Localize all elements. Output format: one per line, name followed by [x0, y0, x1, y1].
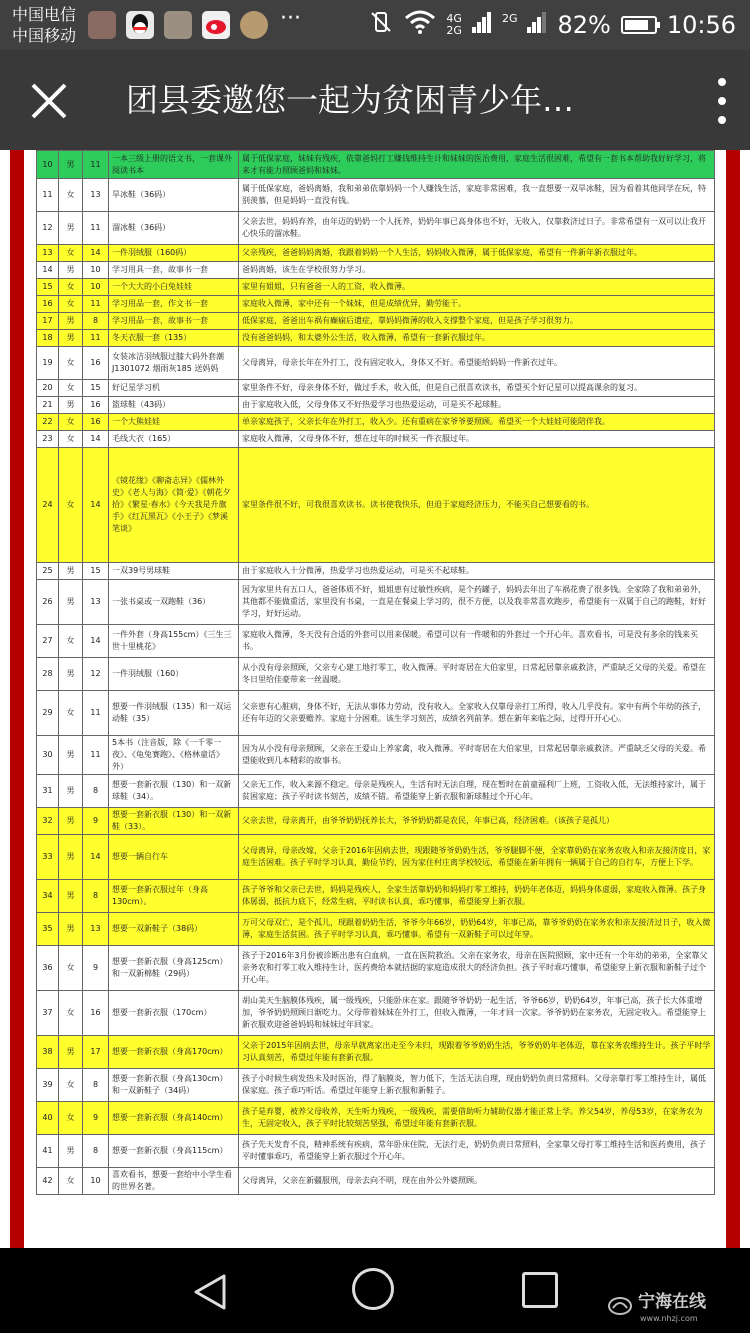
table-row: [37, 414, 715, 431]
cell-gender: 女: [59, 1069, 83, 1102]
table-row: [37, 448, 715, 563]
cell-age: 8: [83, 880, 109, 913]
carrier-label-mobile: 中国移动: [12, 26, 77, 45]
cell-number: 13: [37, 245, 59, 262]
cell-wish: 想要一套新衣服（身高130cm）和一双新鞋子（34码）: [109, 1069, 239, 1102]
qq-icon: [126, 11, 154, 39]
cell-gender: 男: [59, 913, 83, 946]
table-row: [37, 991, 715, 1036]
cell-age: 14: [83, 431, 109, 448]
table-row: [37, 808, 715, 835]
table-row: [37, 313, 715, 330]
cell-number: 10: [37, 151, 59, 179]
cell-gender: 男: [59, 775, 83, 808]
table-row: [37, 151, 715, 179]
cell-age: 13: [83, 580, 109, 625]
recent-apps-button[interactable]: [522, 1272, 558, 1308]
more-dot-icon: [718, 78, 726, 86]
cell-number: 35: [37, 913, 59, 946]
cell-gender: 男: [59, 563, 83, 580]
cell-age: 13: [83, 179, 109, 212]
cell-wish: 想要一套新衣服（170cm）: [109, 991, 239, 1036]
recent-apps-icon: [522, 1272, 558, 1308]
cell-number: 14: [37, 262, 59, 279]
cell-wish: 想要一套新衣服（身高170cm）: [109, 1036, 239, 1069]
cell-number: 42: [37, 1168, 59, 1195]
cell-number: 29: [37, 691, 59, 736]
cell-number: 17: [37, 313, 59, 330]
table-row: [37, 1102, 715, 1135]
cell-reason: 家里条件不好，母亲身体不好，做过手术，收入低，但是自己很喜欢读书，希望买个好记星可以提高课余的复习。: [239, 380, 715, 397]
table-row: [37, 296, 715, 313]
cell-age: 13: [83, 913, 109, 946]
system-navigation-bar: [0, 1248, 750, 1333]
signal-icon: [472, 11, 492, 39]
cell-age: 10: [83, 262, 109, 279]
cell-number: 16: [37, 296, 59, 313]
cell-age: 9: [83, 808, 109, 835]
cell-gender: 男: [59, 397, 83, 414]
cell-wish: 一个大熊娃娃: [109, 414, 239, 431]
table-row: [37, 262, 715, 279]
cell-age: 8: [83, 313, 109, 330]
network-type-4g-2g: [446, 13, 462, 37]
cell-reason: 家庭收入微薄，父母身体不好，想在过年的时候买一件衣服过年。: [239, 431, 715, 448]
cell-gender: 男: [59, 580, 83, 625]
more-dot-icon: [718, 116, 726, 124]
cell-age: 10: [83, 1168, 109, 1195]
cell-number: 30: [37, 736, 59, 775]
cell-gender: 女: [59, 946, 83, 991]
network-2g-label: 2G: [446, 24, 462, 37]
cell-wish: 一件外套（身高155cm）《三生三世十里桃花》: [109, 625, 239, 658]
cell-age: 11: [83, 736, 109, 775]
cell-gender: 女: [59, 414, 83, 431]
table-row: [37, 913, 715, 946]
cell-reason: 属于低保家庭，妹妹有残疾，依靠爸妈打工赚钱维持生计和妹妹的医治费用，家庭生活很困难，希望有一套书本帮助我好好学习，将来才有能力照顾爸妈和妹妹。: [239, 151, 715, 179]
battery-level-fill: [625, 20, 648, 30]
cell-gender: 女: [59, 380, 83, 397]
cell-age: 9: [83, 946, 109, 991]
cell-reason: 家里条件很不好，可我很喜欢读书。读书使我快乐，但迫于家庭经济压力，不能买自己想要看的书。: [239, 448, 715, 563]
cell-gender: 女: [59, 431, 83, 448]
home-icon: [352, 1268, 394, 1310]
close-icon: [29, 81, 69, 121]
wish-table-body: [37, 151, 715, 1195]
cell-reason: 没有爸爸妈妈，和太婆外公生活，收入微薄，希望有一套新衣服过年。: [239, 330, 715, 347]
cell-reason: 家庭收入微薄，冬天没有合适的外套可以用来保暖。希望可以有一件暖和的外套过一个开心年。喜欢看书，可是没有多余的钱来买书。: [239, 625, 715, 658]
cell-number: 15: [37, 279, 59, 296]
cell-gender: 女: [59, 245, 83, 262]
table-row: [37, 658, 715, 691]
cell-age: 14: [83, 448, 109, 563]
cell-reason: 孩子是弃婴，被养父母收养，天生听力残疾，一级残疾，需要借助听力辅助仪器才能正常上学。养父54岁，养母53岁，在家务农为生，无固定收入，孩子平时比较刻苦坚强，希望过年能有套新衣服。: [239, 1102, 715, 1135]
cell-number: 18: [37, 330, 59, 347]
cell-number: 39: [37, 1069, 59, 1102]
cell-number: 19: [37, 347, 59, 380]
back-button[interactable]: [188, 1270, 232, 1314]
cell-reason: 孩子先天发育不良，精神系统有疾病，常年卧床住院，无法行走，奶奶负责日常照料，全家靠父母打零工维持生活和医药费用，孩子平时懂事乖巧，希望能穿上新衣服过个开心年。: [239, 1135, 715, 1168]
watermark-name: 宁海在线: [638, 1292, 706, 1312]
cell-wish: 学习用品一套，作文书一套: [109, 296, 239, 313]
cell-reason: 父亲去世，母亲离开，由爷爷奶奶抚养长大，爷爷奶奶都是农民，年事已高，经济困难。（该孩子是孤儿）: [239, 808, 715, 835]
cell-age: 11: [83, 212, 109, 245]
cell-reason: 父母离异，母亲长年在外打工，没有固定收入，身体又不好。希望能给妈妈一件新衣过年。: [239, 347, 715, 380]
cell-number: 36: [37, 946, 59, 991]
cell-gender: 女: [59, 296, 83, 313]
title-bar: [0, 50, 750, 150]
watermark-url: www.nhzj.com: [640, 1314, 698, 1323]
cell-wish: 想要一件羽绒服（135）和一双运动鞋（35）: [109, 691, 239, 736]
cell-reason: 家里有姐姐，只有爸爸一人的工资，收入微薄。: [239, 279, 715, 296]
cell-reason: 父亲于2015年因病去世，母亲早就离家出走至今未归，现跟着爷爷奶奶生活，爷爷奶奶年老体迈，靠在家务农维持生计。孩子平时学习认真刻苦，希望过年能有套新衣服。: [239, 1036, 715, 1069]
cell-wish: 旱冰鞋（36码）: [109, 179, 239, 212]
cell-number: 25: [37, 563, 59, 580]
more-dot-icon: [718, 97, 726, 105]
cell-wish: 冬天衣服一套（135）: [109, 330, 239, 347]
cell-wish: 一个大大的小白兔娃娃: [109, 279, 239, 296]
cell-wish: 学习用具一套，故事书一套: [109, 262, 239, 279]
signal-icon-2: [527, 11, 547, 39]
table-row: [37, 880, 715, 913]
cell-reason: 家庭收入微薄，家中还有一个妹妹，但是成绩优异，勤劳能干。: [239, 296, 715, 313]
cell-number: 40: [37, 1102, 59, 1135]
table-row: [37, 245, 715, 262]
cell-reason: 父母离异，父亲在新疆服刑，母亲去向不明，现在由外公外婆照顾。: [239, 1168, 715, 1195]
more-menu-button[interactable]: [716, 78, 728, 124]
cell-number: 22: [37, 414, 59, 431]
cell-gender: 男: [59, 330, 83, 347]
app-icon: [240, 11, 268, 39]
cell-wish: 想要一套新衣服（130）和一双新球鞋（34）。: [109, 775, 239, 808]
cell-wish: 一双39号男球鞋: [109, 563, 239, 580]
cell-number: 34: [37, 880, 59, 913]
vibrate-off-icon: [368, 9, 394, 41]
cell-gender: 男: [59, 658, 83, 691]
table-row: [37, 179, 715, 212]
cell-reason: 父亲残疾，爸爸妈妈离婚，我跟着妈妈一个人生活，妈妈收入微薄，属于低保家庭，希望有一件新年新衣服过年。: [239, 245, 715, 262]
more-notifications-indicator: ···: [280, 6, 301, 31]
watermark-logo-icon: [608, 1296, 632, 1316]
red-border-right: [726, 150, 740, 1248]
network-2g-label-b: 2G: [501, 12, 518, 25]
cell-age: 9: [83, 1102, 109, 1135]
cell-age: 14: [83, 245, 109, 262]
cell-number: 32: [37, 808, 59, 835]
cell-reason: 属于低保家庭，爸妈离婚，我和弟弟依靠妈妈一个人赚钱生活，家庭非常困难，我一直想要一双旱冰鞋，因为看着其他同学在玩，特别羡慕，但是妈妈一直没有钱。: [239, 179, 715, 212]
cell-gender: 男: [59, 736, 83, 775]
cell-gender: 男: [59, 880, 83, 913]
cell-reason: 孩子小时候生病发热未及时医治，得了脑膜炎，智力低下，生活无法自理，现由奶奶负责日常照料。父母亲靠打零工维持生计，属低保家庭。孩子乖巧听话。希望过年能穿上新衣服和新鞋子。: [239, 1069, 715, 1102]
cell-number: 41: [37, 1135, 59, 1168]
table-row: [37, 279, 715, 296]
cell-age: 16: [83, 397, 109, 414]
cell-wish: 5本书（注音版，除《一千零一夜》、《龟兔赛跑》、《格林童话》外）: [109, 736, 239, 775]
cell-number: 31: [37, 775, 59, 808]
table-row: [37, 563, 715, 580]
cell-number: 28: [37, 658, 59, 691]
gallery-icon: [164, 11, 192, 39]
cell-reason: 孩子爷爷和父亲已去世，妈妈是残疾人，全家生活靠奶奶和妈妈打零工维持，奶奶年老体迈，妈妈身体虚弱，家庭收入微薄。孩子身体孱弱，抵抗力底下，经常生病，平时读书认真，乖巧懂事，希望能穿上新衣服。: [239, 880, 715, 913]
table-row: [37, 580, 715, 625]
cell-age: 11: [83, 151, 109, 179]
cell-gender: 男: [59, 808, 83, 835]
network-4g-label: 4G: [446, 12, 462, 25]
cell-reason: 万可父母双亡，是个孤儿，现跟着奶奶生活，爷爷今年66岁，奶奶64岁，年事已高，靠爷爷奶奶在家务农和亲友接济过日子，收入微薄，家庭生活贫困。孩子平时学习认真，乖巧懂事。希望有一双新鞋子可以过年穿。: [239, 913, 715, 946]
cell-reason: 孩子于2016年3月份被诊断出患有白血病，一直在医院救治。父亲在家务农，母亲在医院照顾，家中还有一个年幼的弟弟，全家靠父亲务农和打零工收入维持生计，医药费给本就拮据的家庭造成很大的经济负担。孩子平时乖巧懂事，希望能穿上新衣服和新鞋子过个开心年。: [239, 946, 715, 991]
cell-number: 26: [37, 580, 59, 625]
cell-wish: 学习用品一套，故事书一套: [109, 313, 239, 330]
table-row: [37, 347, 715, 380]
cell-number: 24: [37, 448, 59, 563]
table-row: [37, 397, 715, 414]
cell-wish: 溜冰鞋（36码）: [109, 212, 239, 245]
cell-gender: 女: [59, 279, 83, 296]
cell-number: 27: [37, 625, 59, 658]
cell-wish: 想要一套新衣服（130）和一双新鞋（33）。: [109, 808, 239, 835]
cell-age: 15: [83, 563, 109, 580]
page-title: 团县委邀您一起为贫困青少年…: [126, 81, 575, 119]
table-row: [37, 1135, 715, 1168]
close-button[interactable]: [20, 72, 78, 130]
cell-age: 16: [83, 347, 109, 380]
status-icons: [368, 8, 736, 42]
cell-age: 8: [83, 775, 109, 808]
carrier-label-telecom: 中国电信: [12, 5, 77, 24]
cell-wish: 一张书桌或一双跑鞋（36）: [109, 580, 239, 625]
cell-gender: 男: [59, 313, 83, 330]
cell-gender: 女: [59, 991, 83, 1036]
cell-age: 14: [83, 835, 109, 880]
cell-age: 12: [83, 658, 109, 691]
wifi-icon: [404, 9, 436, 41]
cell-reason: 父亲患有心脏病，身体不好，无法从事体力劳动，没有收入。全家收入仅靠母亲打工所得，收入几乎没有。家中有两个年幼的孩子，还有年迈的父亲要赡养。家庭十分困难。该生学习刻苦，成绩名列前茅。想在新年来临之际，过得开开心心。: [239, 691, 715, 736]
cell-number: 23: [37, 431, 59, 448]
cell-age: 15: [83, 380, 109, 397]
cell-number: 33: [37, 835, 59, 880]
home-button[interactable]: [352, 1268, 398, 1314]
table-row: [37, 775, 715, 808]
back-icon: [188, 1270, 232, 1314]
cell-gender: 女: [59, 1168, 83, 1195]
status-bar: [0, 0, 750, 50]
cell-number: 37: [37, 991, 59, 1036]
cell-reason: 从小没有母亲照顾，父亲专心建工地打零工，收入微薄。平时寄居在大伯家里，日常起居靠亲戚救济，严重缺乏父母的关爱。希望在冬日里给佳豪带来一丝温暖。: [239, 658, 715, 691]
cell-age: 11: [83, 296, 109, 313]
cell-number: 20: [37, 380, 59, 397]
cell-reason: 爸妈离婚，该生在学校很努力学习。: [239, 262, 715, 279]
cell-wish: 想要一辆自行车: [109, 835, 239, 880]
cell-reason: 因为家里共有五口人，爸爸体质不好，姐姐患有过敏性疾病，是个药罐子，妈妈去年出了车祸花费了很多钱。全家除了我和弟弟外，其他都不能做重活，家里没有书桌，一直是在餐桌上学习的，很不方便，以及我非常喜欢跑步，希望能有一双属于自己的跑鞋，好好学习，好好运动。: [239, 580, 715, 625]
cell-gender: 男: [59, 835, 83, 880]
cell-wish: 一件羽绒服（160）: [109, 658, 239, 691]
cell-gender: 女: [59, 448, 83, 563]
cell-number: 12: [37, 212, 59, 245]
cell-reason: 单亲家庭孩子，父亲长年在外打工，收入少。还有重病在家爷爷要照顾。希望买一个大娃娃可能陪伴我。: [239, 414, 715, 431]
cell-wish: 毛线大衣（165）: [109, 431, 239, 448]
cell-wish: 女装冰洁羽绒服过膝大码外套潮J1301072 烟雨灰185 送妈妈: [109, 347, 239, 380]
table-row: [37, 1069, 715, 1102]
cell-wish: 好记星学习机: [109, 380, 239, 397]
battery-percent: 82%: [557, 11, 611, 39]
table-row: [37, 946, 715, 991]
cell-gender: 女: [59, 625, 83, 658]
cell-reason: 由于家庭收入低，父母身体又不好热爱学习也热爱运动，可是买不起球鞋。: [239, 397, 715, 414]
cell-wish: 一本三级上册的语文书，一套课外阅读书本: [109, 151, 239, 179]
cell-age: 17: [83, 1036, 109, 1069]
table-row: [37, 736, 715, 775]
cell-wish: 一件羽绒服（160码）: [109, 245, 239, 262]
cell-reason: 低保家庭，爸爸出车祸有癫痫后遗症，靠妈妈微薄的收入支撑整个家庭，但是孩子学习很努力。: [239, 313, 715, 330]
cell-age: 16: [83, 991, 109, 1036]
sina-icon: [202, 11, 230, 39]
cell-reason: 由于家庭收入十分微薄，热爱学习也热爱运动，可是买不起球鞋。: [239, 563, 715, 580]
clock: 10:56: [666, 11, 736, 39]
cell-gender: 男: [59, 262, 83, 279]
network-type-2g: [502, 13, 518, 37]
table-row: [37, 380, 715, 397]
cell-gender: 女: [59, 179, 83, 212]
cell-wish: 《镜花缘》《聊斋志异》《儒林外史》《老人与海》《简·爱》《朝花夕拾》《繁星·春水》《今天我是升旗手》《红瓦黑瓦》《小王子》《梦溪笔谈》: [109, 448, 239, 563]
cell-age: 14: [83, 625, 109, 658]
table-row: [37, 691, 715, 736]
cell-number: 38: [37, 1036, 59, 1069]
cell-reason: 父亲去世，妈妈弃养，由年迈的奶奶一个人抚养，奶奶年事已高身体也不好，无收入，仅靠救济过日子。非常希望有一双可以让我开心快乐的溜冰鞋。: [239, 212, 715, 245]
cell-age: 16: [83, 414, 109, 431]
cell-age: 8: [83, 1135, 109, 1168]
red-border-left: [10, 150, 24, 1248]
cell-reason: 胡山美天生脑膜体残疾，属一级残疾，只能卧床在家。跟随爷爷奶奶一起生活，爷爷66岁，奶奶64岁，年事已高，孩子长大体重增加，爷爷奶奶照顾日渐吃力。父母带着妹妹在外打工，但收入微薄，一年才回一次家。爷爷奶奶在家务农，无固定收入。希望能穿上新衣服欢迎爸爸妈妈和妹妹过年回家。: [239, 991, 715, 1036]
cell-wish: 想要一套新衣服过年（身高130cm）。: [109, 880, 239, 913]
cell-age: 8: [83, 1069, 109, 1102]
table-row: [37, 212, 715, 245]
table-row: [37, 431, 715, 448]
table-row: [37, 835, 715, 880]
health-app-icon: [88, 11, 116, 39]
cell-gender: 女: [59, 347, 83, 380]
table-row: [37, 330, 715, 347]
cell-wish: 想要一套新衣服（身高115cm）: [109, 1135, 239, 1168]
cell-age: 10: [83, 279, 109, 296]
cell-wish: 想要一套新衣服（身高140cm）: [109, 1102, 239, 1135]
cell-reason: 父亲无工作，收入来源不稳定。母亲是残疾人，生活有时无法自理，现在暂时在前童福利厂上班，工资收入低，无法维持家计，属于贫困家庭；孩子平时读书刻苦，成绩不错。希望能穿上新衣服和新球鞋过个开心年。: [239, 775, 715, 808]
cell-gender: 男: [59, 1135, 83, 1168]
cell-gender: 男: [59, 151, 83, 179]
cell-gender: 男: [59, 1036, 83, 1069]
cell-wish: 想要一套新衣服（身高125cm）和一双新棉鞋（29码）: [109, 946, 239, 991]
cell-age: 11: [83, 330, 109, 347]
cell-gender: 男: [59, 212, 83, 245]
cell-age: 11: [83, 691, 109, 736]
table-row: [37, 1168, 715, 1195]
cell-wish: 篮球鞋（43码）: [109, 397, 239, 414]
cell-number: 11: [37, 179, 59, 212]
cell-reason: 因为从小没有母亲照顾，父亲在王爱山上养家禽，收入微薄。平时寄居在大伯家里，日常起居靠亲戚救济。严重缺乏父母的关爱。希望能收到几本精彩的故事书。: [239, 736, 715, 775]
battery-icon: [621, 16, 657, 34]
cell-wish: 喜欢看书，想要一套给中小学生看的世界名著。: [109, 1168, 239, 1195]
cell-reason: 父母离异，母亲改嫁，父亲于2016年因病去世，现跟随爷爷奶奶生活，爷爷腿脚不便，全家靠奶奶在家务农收入和亲友接济度日，家庭生活困难。孩子平时学习认真，勤俭节约，因为家住村庄离学校较远，希望能在新年拥有一辆属于自己的自行车，方便上下学。: [239, 835, 715, 880]
cell-gender: 女: [59, 691, 83, 736]
cell-gender: 女: [59, 1102, 83, 1135]
web-content[interactable]: [0, 150, 750, 1248]
cell-wish: 想要一双新鞋子（38码）: [109, 913, 239, 946]
table-row: [37, 1036, 715, 1069]
wish-table: [36, 150, 714, 1195]
table-row: [37, 625, 715, 658]
cell-number: 21: [37, 397, 59, 414]
